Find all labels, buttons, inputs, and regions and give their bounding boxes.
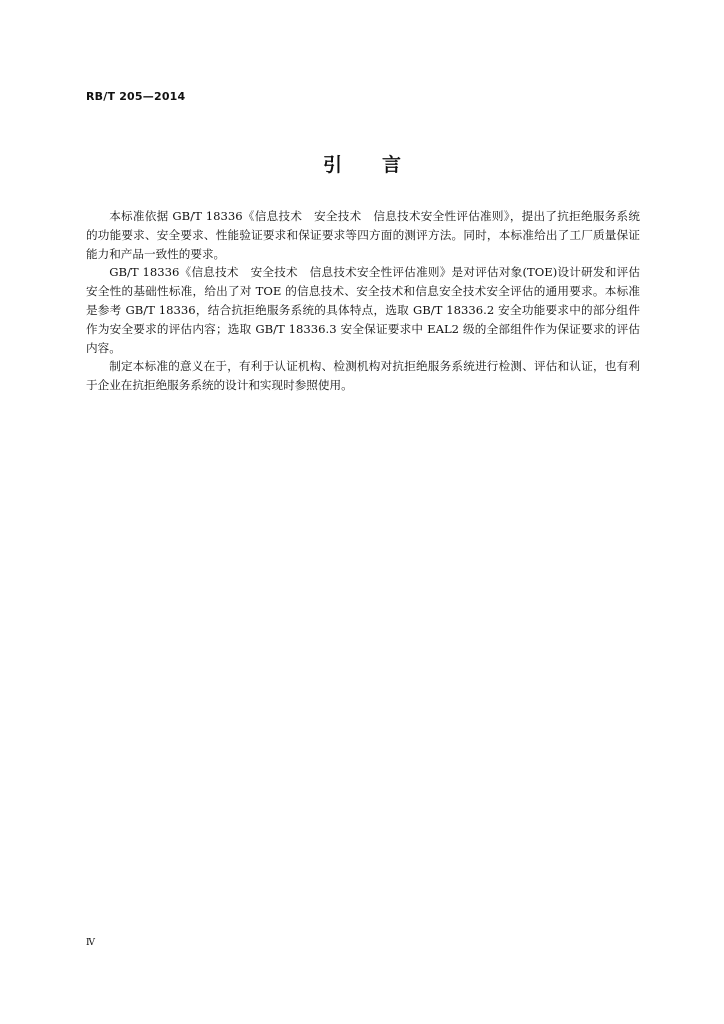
paragraph-1: 本标准依据 GB/T 18336《信息技术 安全技术 信息技术安全性评估准则》，提出了抗拒绝服务系统的功能要求、安全要求、性能验证要求和保证要求等四方面的测评方法。同时，本标准给出了工厂质量保证能力和产品一致性的要求。 bbox=[86, 209, 640, 261]
introduction-body bbox=[86, 207, 640, 395]
paragraph-3: 制定本标准的意义在于，有利于认证机构、检测机构对抗拒绝服务系统进行检测、评估和认证，也有利于企业在抗拒绝服务系统的设计和实现时参照使用。 bbox=[86, 359, 640, 393]
paragraph-2: GB/T 18336《信息技术 安全技术 信息技术安全性评估准则》是对评估对象(TOE)设计研发和评估安全性的基础性标准，给出了对 TOE 的信息技术、安全技术和信息安全技术安全评估的通用要求。本标准是参考 GB/T 18336，结合抗拒绝服务系统的具体特点，选取 GB/T 18336.2 安全功能要求中的部分组件作为安全要求的评估内容；选取 GB/T 18336.3 安全保证要求中 EAL2 级的全部组件作为保证要求的评估内容。 bbox=[86, 265, 640, 355]
page-title bbox=[0, 150, 724, 177]
title-char-2: 言 bbox=[382, 154, 402, 176]
standard-code: RB/T 205—2014 bbox=[86, 90, 186, 103]
title-char-1: 引 bbox=[322, 154, 342, 176]
page-number: Ⅳ bbox=[86, 938, 95, 948]
